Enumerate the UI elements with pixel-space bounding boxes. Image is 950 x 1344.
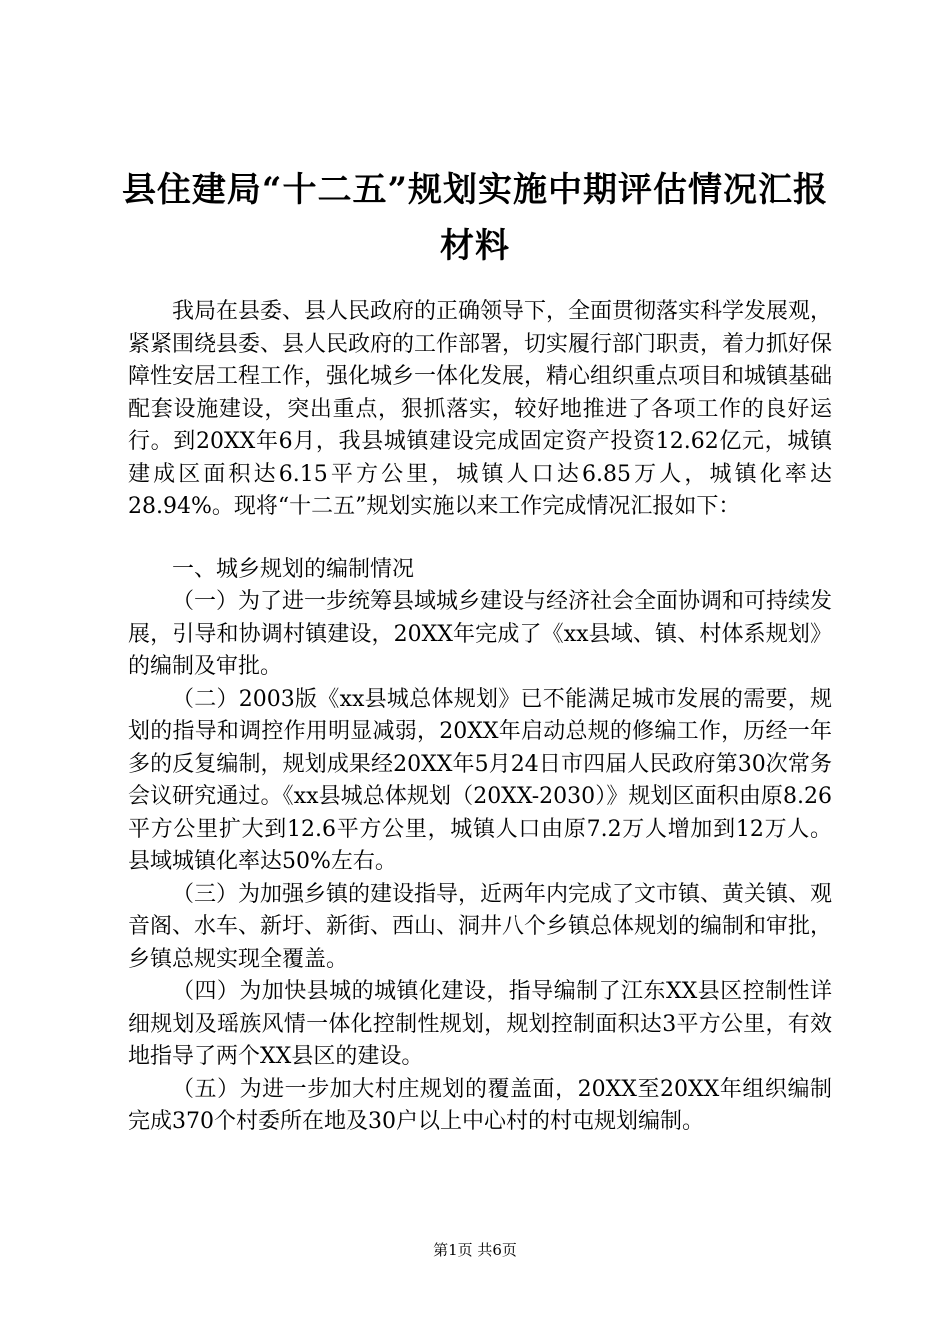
list-item-1: （一）为了进一步统筹县域城乡建设与经济社会全面协调和可持续发展，引导和协调村镇建设，20XX年完成了《xx县域、镇、村体系规划》的编制及审批。 — [128, 589, 833, 679]
page-footer: 第1页 共6页 — [433, 1241, 517, 1259]
intro-paragraph: 我局在县委、县人民政府的正确领导下，全面贯彻落实科学发展观，紧紧围绕县委、县人民政府的工作部署，切实履行部门职责，着力抓好保障性安居工程工作，强化城乡一体化发展，精心组织重点项目和城镇基础配套设施建设，突出重点，狠抓落实，较好地推进了各项工作的良好运行。到20XX年6月，我县城镇建设完成固定资产投资12.62亿元，城镇建成区面积达6.15平方公里，城镇人口达6.85万人，城镇化率达28.94%。现将“十二五”规划实施以来工作完成情况汇报如下： — [128, 299, 833, 519]
document-title: 县住建局“十二五”规划实施中期评估情况汇报材料 — [121, 170, 829, 266]
list-item-3: （三）为加强乡镇的建设指导，近两年内完成了文市镇、黄关镇、观音阁、水车、新圩、新街、西山、洞井八个乡镇总体规划的编制和审批，乡镇总规实现全覆盖。 — [128, 881, 833, 972]
document-body — [128, 296, 832, 1139]
list-item-4: （四）为加快县城的城镇化建设，指导编制了江东XX县区控制性详细规划及瑶族风情一体化控制性规划，规划控制面积达3平方公里，有效地指导了两个XX县区的建设。 — [128, 979, 832, 1069]
list-item-5: （五）为进一步加大村庄规划的覆盖面，20XX至20XX年组织编制完成370个村委所在地及30户以上中心村的村屯规划编制。 — [128, 1076, 832, 1134]
list-item-2: （二）2003版《xx县城总体规划》已不能满足城市发展的需要，规划的指导和调控作用明显减弱，20XX年启动总规的修编工作，历经一年多的反复编制，规划成果经20XX年5月24日市四届人民政府第30次常务会议研究通过。《xx县城总体规划（20XX-2030）》规划区面积由原8.26平方公里扩大到12.6平方公里，城镇人口由原7.2万人增加到12万人。县域城镇化率达50%左右。 — [128, 686, 832, 874]
section-heading-1: 一、城乡规划的编制情况 — [172, 556, 415, 582]
